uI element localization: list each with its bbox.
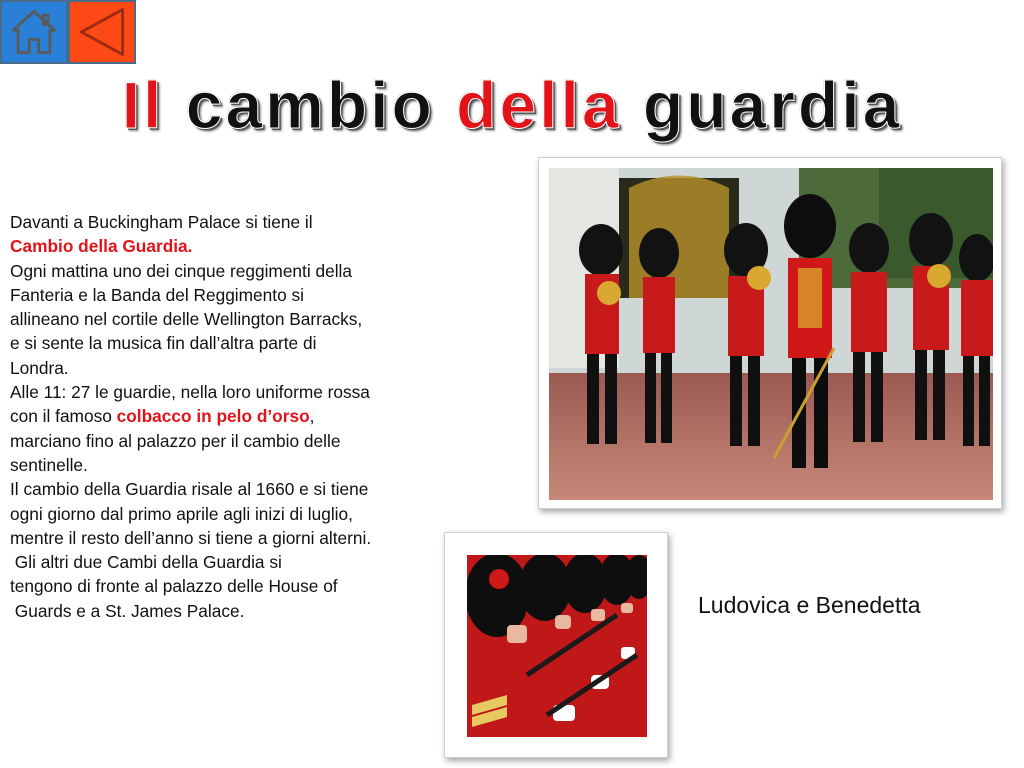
text-line: allineano nel cortile delle Wellington Barracks, [10,309,363,330]
text-line: sentinelle. [10,454,88,475]
home-icon [2,2,66,62]
text-line: mentre il resto dell’anno si tiene a giorni alterni. [10,527,372,548]
text-line: Il cambio della Guardia risale al 1660 e si tiene [10,479,369,500]
body-text [10,210,438,623]
author-credit: Ludovica e Benedetta [698,592,921,618]
text-fragment: , [309,406,315,427]
text-line: ogni giorno dal primo aprile agli inizi di luglio, [10,503,353,524]
title-word-della: della [456,68,622,142]
home-button[interactable] [0,0,68,64]
text-line: e si sente la musica fin dall’altra parte di [10,333,317,354]
title-word-cambio: cambio [185,68,435,142]
text-line: Ogni mattina uno dei cinque reggimenti della [10,260,352,281]
text-line: Fanteria e la Banda del Reggimento si [10,284,304,305]
photo-guards-band [538,157,1002,509]
text-line: Alle 11: 27 le guardie, nella loro uniforme rossa [10,382,370,403]
back-button[interactable] [68,0,136,64]
highlight-colbacco: colbacco in pelo d’orso [116,406,310,427]
text-line: marciano fino al palazzo per il cambio delle [10,430,341,451]
page-title [0,60,1024,150]
photo-band-illustration [549,168,993,500]
highlight-cambio: Cambio della Guardia. [10,236,193,257]
title-word-guardia: guardia [642,68,903,142]
text-line: Guards e a St. James Palace. [10,600,245,621]
text-line-colbacco [10,404,438,428]
text-line: tengono di fronte al palazzo delle House of [10,576,338,597]
text-line: Davanti a Buckingham Palace si tiene il [10,212,313,232]
back-arrow-icon [70,2,134,62]
text-line: Londra. [10,357,69,378]
text-fragment: con il famoso [10,406,117,427]
text-line: Gli altri due Cambi della Guardia si [10,552,282,573]
photo-guards-closeup [444,532,668,758]
photo-closeup-illustration [467,555,647,737]
title-word-il: Il [121,68,165,142]
